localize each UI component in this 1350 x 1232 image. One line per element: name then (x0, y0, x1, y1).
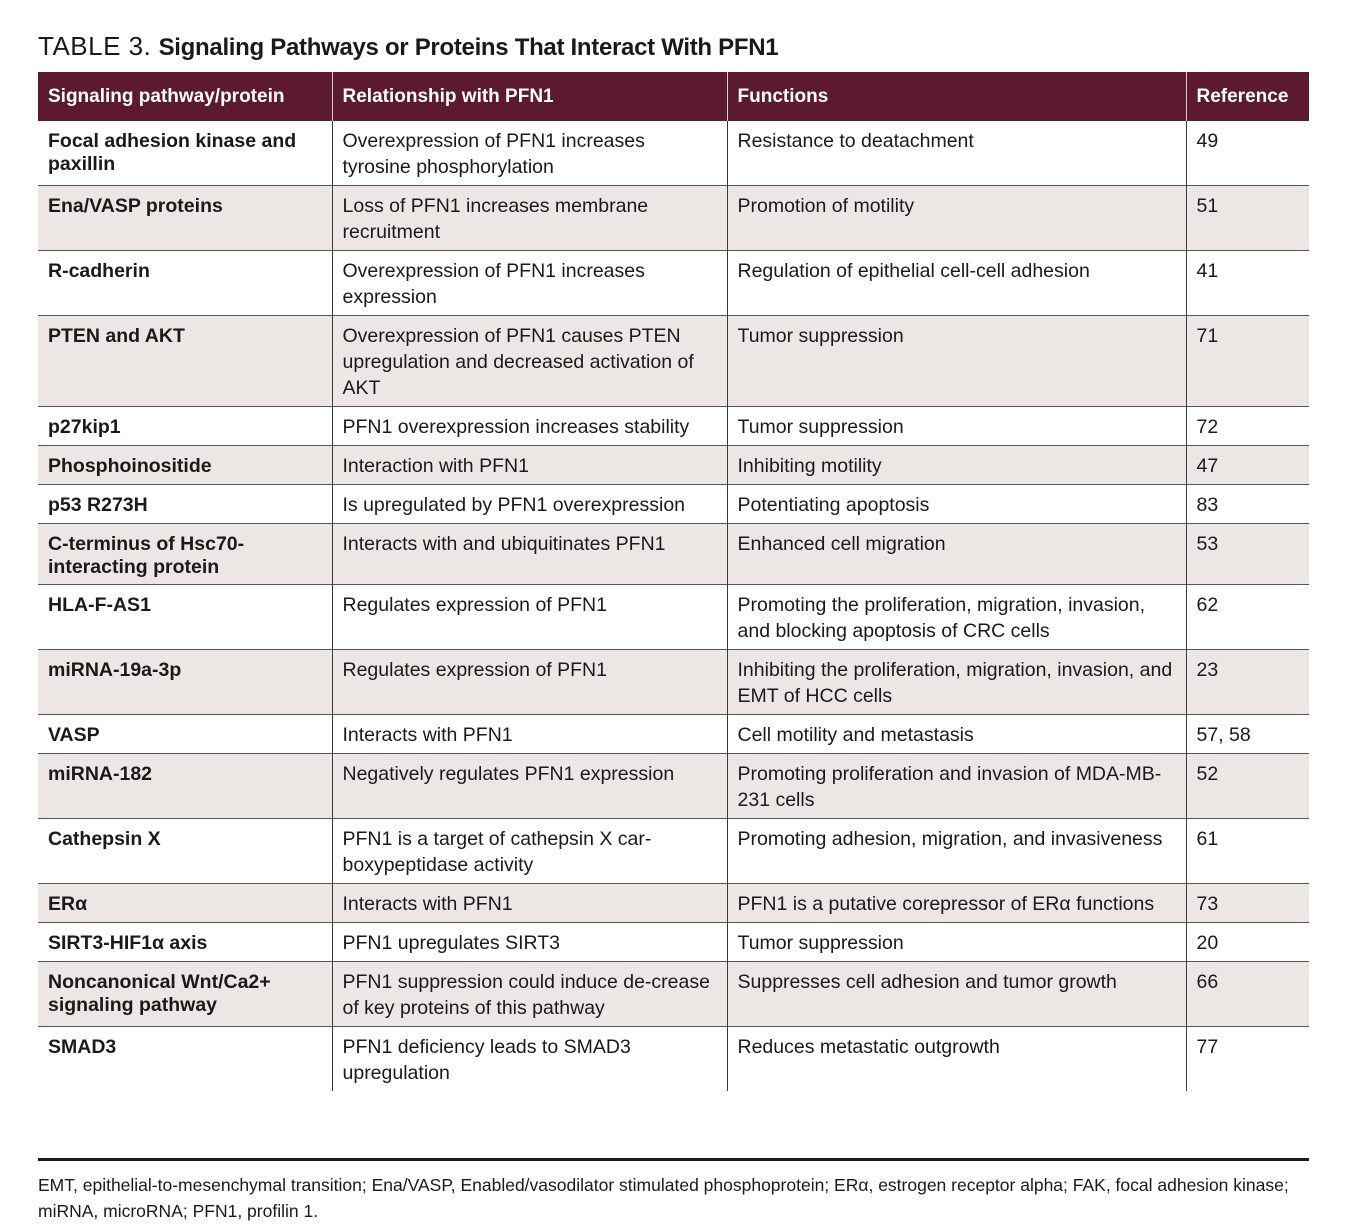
cell-relationship: PFN1 overexpression increases stability (332, 407, 727, 446)
cell-relationship: Regulates expression of PFN1 (332, 585, 727, 650)
cell-relationship: Interacts with and ubiquitinates PFN1 (332, 524, 727, 585)
cell-relationship: Loss of PFN1 increases membrane recruitment (332, 186, 727, 251)
cell-pathway: SMAD3 (38, 1027, 332, 1092)
cell-reference: 49 (1186, 121, 1309, 186)
cell-functions: Resistance to deatachment (727, 121, 1186, 186)
cell-reference: 41 (1186, 251, 1309, 316)
cell-pathway: Ena/VASP proteins (38, 186, 332, 251)
cell-functions: Potentiating apoptosis (727, 485, 1186, 524)
cell-functions: Tumor suppression (727, 923, 1186, 962)
table-row (38, 407, 1309, 446)
cell-functions: Regulation of epithelial cell-cell adhesion (727, 251, 1186, 316)
cell-relationship: Overexpression of PFN1 causes PTEN upregulation and decreased activation of AKT (332, 316, 727, 407)
cell-functions: PFN1 is a putative corepressor of ERα functions (727, 884, 1186, 923)
table-label: TABLE 3. (38, 31, 152, 61)
table-row (38, 251, 1309, 316)
cell-relationship: Regulates expression of PFN1 (332, 650, 727, 715)
cell-pathway: VASP (38, 715, 332, 754)
table-caption: Signaling Pathways or Proteins That Interact With PFN1 (158, 34, 779, 61)
cell-reference: 77 (1186, 1027, 1309, 1092)
table-row (38, 715, 1309, 754)
cell-reference: 72 (1186, 407, 1309, 446)
cell-reference: 53 (1186, 524, 1309, 585)
cell-reference: 61 (1186, 819, 1309, 884)
table-row (38, 962, 1309, 1027)
cell-reference: 57, 58 (1186, 715, 1309, 754)
column-header-reference: Reference (1186, 72, 1309, 121)
table-row (38, 316, 1309, 407)
cell-pathway: SIRT3-HIF1α axis (38, 923, 332, 962)
cell-functions: Reduces metastatic outgrowth (727, 1027, 1186, 1092)
cell-relationship: PFN1 deficiency leads to SMAD3 upregulation (332, 1027, 727, 1092)
cell-functions: Inhibiting the proliferation, migration, invasion, and EMT of HCC cells (727, 650, 1186, 715)
column-header-pathway: Signaling pathway/protein (38, 72, 332, 121)
cell-reference: 83 (1186, 485, 1309, 524)
table-footnote: EMT, epithelial-to-mesenchymal transition; Ena/VASP, Enabled/vasodilator stimulated phosphoprotein; ERα, estrogen receptor alpha; FAK, focal adhesion kinase; miRNA, microRNA; PFN1, profilin 1. (38, 1175, 1289, 1221)
table-row (38, 819, 1309, 884)
cell-reference: 52 (1186, 754, 1309, 819)
cell-relationship: Interaction with PFN1 (332, 446, 727, 485)
cell-pathway: Noncanonical Wnt/Ca2+ signaling pathway (38, 962, 332, 1027)
table-row (38, 121, 1309, 186)
cell-functions: Promoting proliferation and invasion of MDA-MB-231 cells (727, 754, 1186, 819)
cell-relationship: Overexpression of PFN1 increases tyrosine phosphorylation (332, 121, 727, 186)
cell-functions: Promotion of motility (727, 186, 1186, 251)
cell-functions: Enhanced cell migration (727, 524, 1186, 585)
cell-pathway: miRNA-19a-3p (38, 650, 332, 715)
cell-reference: 73 (1186, 884, 1309, 923)
table-row (38, 186, 1309, 251)
cell-pathway: Phosphoinositide (38, 446, 332, 485)
cell-functions: Cell motility and metastasis (727, 715, 1186, 754)
cell-relationship: Is upregulated by PFN1 overexpression (332, 485, 727, 524)
cell-relationship: PFN1 suppression could induce de-crease of key proteins of this pathway (332, 962, 727, 1027)
cell-relationship: Overexpression of PFN1 increases expression (332, 251, 727, 316)
cell-functions: Suppresses cell adhesion and tumor growth (727, 962, 1186, 1027)
cell-reference: 51 (1186, 186, 1309, 251)
column-header-relationship: Relationship with PFN1 (332, 72, 727, 121)
cell-pathway: Focal adhesion kinase and paxillin (38, 121, 332, 186)
table-row (38, 485, 1309, 524)
cell-pathway: C-terminus of Hsc70-interacting protein (38, 524, 332, 585)
cell-pathway: p27kip1 (38, 407, 332, 446)
cell-pathway: ERα (38, 884, 332, 923)
cell-functions: Promoting the proliferation, migration, invasion, and blocking apoptosis of CRC cells (727, 585, 1186, 650)
column-header-functions: Functions (727, 72, 1186, 121)
table-row (38, 446, 1309, 485)
table-header (38, 72, 1309, 121)
table-bottom-rule (38, 1158, 1309, 1161)
table-row (38, 884, 1309, 923)
cell-pathway: Cathepsin X (38, 819, 332, 884)
table-row (38, 650, 1309, 715)
cell-reference: 71 (1186, 316, 1309, 407)
cell-functions: Inhibiting motility (727, 446, 1186, 485)
table-title (38, 28, 1318, 64)
cell-reference: 23 (1186, 650, 1309, 715)
cell-reference: 62 (1186, 585, 1309, 650)
cell-relationship: Interacts with PFN1 (332, 884, 727, 923)
cell-pathway: p53 R273H (38, 485, 332, 524)
cell-pathway: HLA-F-AS1 (38, 585, 332, 650)
cell-reference: 66 (1186, 962, 1309, 1027)
data-table (38, 72, 1309, 1091)
table-row (38, 585, 1309, 650)
cell-relationship: Negatively regulates PFN1 expression (332, 754, 727, 819)
cell-reference: 20 (1186, 923, 1309, 962)
cell-pathway: R-cadherin (38, 251, 332, 316)
cell-functions: Tumor suppression (727, 316, 1186, 407)
table-row (38, 524, 1309, 585)
table-row (38, 1027, 1309, 1092)
cell-pathway: miRNA-182 (38, 754, 332, 819)
table-row (38, 754, 1309, 819)
cell-relationship: PFN1 is a target of cathepsin X car-boxypeptidase activity (332, 819, 727, 884)
cell-functions: Tumor suppression (727, 407, 1186, 446)
cell-pathway: PTEN and AKT (38, 316, 332, 407)
cell-relationship: PFN1 upregulates SIRT3 (332, 923, 727, 962)
cell-reference: 47 (1186, 446, 1309, 485)
table-row (38, 923, 1309, 962)
header-row (38, 72, 1309, 121)
cell-relationship: Interacts with PFN1 (332, 715, 727, 754)
cell-functions: Promoting adhesion, migration, and invasiveness (727, 819, 1186, 884)
table-body (38, 121, 1309, 1091)
